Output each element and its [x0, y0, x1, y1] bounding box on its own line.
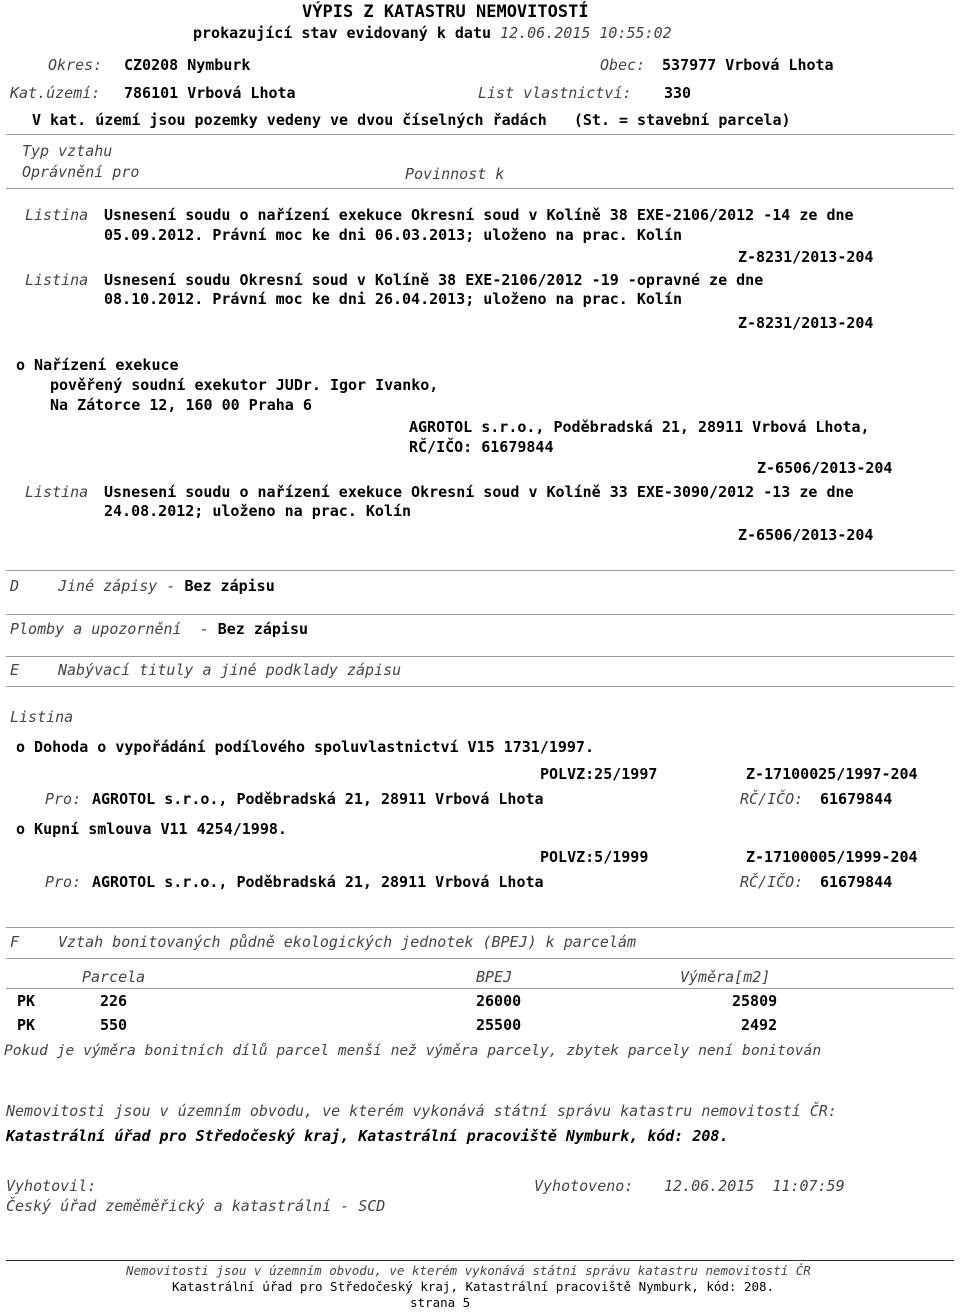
vyhotoveno-label: Vyhotoveno: [534, 1177, 634, 1195]
obec-value: 537977 Vrbová Lhota [662, 56, 834, 74]
section-d-title: Jiné zápisy - Bez zápisu [58, 577, 275, 595]
listina-text: 24.08.2012; uloženo na prac. Kolín [104, 502, 412, 520]
lv-value: 330 [664, 84, 692, 102]
section-d-letter: D [10, 577, 20, 595]
zref: Z-17100025/1997-204 [746, 765, 918, 783]
bpej-row-type: PK [17, 1016, 36, 1034]
document-subtitle: prokazující stav evidovaný k datu 12.06.2015 10:55:02 [193, 24, 672, 42]
listina-text: Usnesení soudu Okresní soud v Kolíně 38 EXE-2106/2012 -19 -opravné ze dne [104, 271, 764, 289]
bpej-note: Pokud je výměra bonitních dílů parcel menší než výměra parcely, zbytek parcely není bonitován [4, 1042, 822, 1059]
section-f-title: Vztah bonitovaných půdně ekologických jednotek (BPEJ) k parcelám [58, 933, 636, 951]
col-typ-vztahu: Typ vztahu [22, 142, 113, 160]
listina-text: Usnesení soudu o nařízení exekuce Okresní soud v Kolíně 38 EXE-2106/2012 -14 ze dne [104, 206, 854, 224]
bpej-row-type: PK [17, 992, 36, 1010]
divider [6, 614, 954, 615]
title-doc: o Kupní smlouva V11 4254/1998. [16, 820, 287, 838]
extract-date: 12.06.2015 10:55:02 [500, 24, 672, 42]
bpej-row-parcela: 550 [100, 1016, 128, 1034]
listina-label: Listina [25, 483, 89, 501]
bpej-header-vymera: Výměra[m2] [680, 968, 771, 986]
section-e-title: Nabývací tituly a jiné podklady zápisu [58, 661, 402, 679]
footer-divider [6, 1260, 954, 1261]
listina-label: Listina [25, 271, 89, 289]
pro-value: AGROTOL s.r.o., Poděbradská 21, 28911 Vrbová Lhota [92, 790, 544, 808]
polvz: POLVZ:5/1999 [540, 848, 649, 866]
listina-text: Usnesení soudu o nařízení exekuce Okresní soud v Kolíně 33 EXE-3090/2012 -13 ze dne [104, 483, 854, 501]
parcel-series-note: V kat. území jsou pozemky vedeny ve dvou číselných řadách (St. = stavební parcela) [32, 111, 791, 129]
listina-ref: Z-8231/2013-204 [738, 248, 874, 266]
pro-label: Pro: [45, 790, 82, 808]
rcico-value: 61679844 [820, 873, 893, 891]
divider [6, 686, 954, 687]
section-e-listina-label: Listina [10, 708, 74, 726]
polvz: POLVZ:25/1997 [540, 765, 658, 783]
okres-value: CZ0208 Nymburk [124, 56, 251, 74]
section-e-letter: E [10, 661, 20, 679]
bpej-row-parcela: 226 [100, 992, 128, 1010]
footer-line: Nemovitosti jsou v územním obvodu, ve kterém vykonává státní správu katastru nemovitostí ČR [126, 1263, 811, 1278]
divider [6, 570, 954, 571]
lv-label: List vlastnictví: [478, 84, 632, 102]
pro-value: AGROTOL s.r.o., Poděbradská 21, 28911 Vrbová Lhota [92, 873, 544, 891]
bpej-header-parcela: Parcela [82, 968, 146, 986]
office-name: Katastrální úřad pro Středočeský kraj, Katastrální pracoviště Nymburk, kód: 208. [6, 1127, 729, 1145]
bpej-row-vymera: 2492 [741, 1016, 778, 1034]
office-line: Nemovitosti jsou v územním obvodu, ve kterém vykonává státní správu katastru nemovitostí ČR: [6, 1102, 837, 1120]
divider [6, 988, 954, 989]
okres-label: Okres: [48, 56, 103, 74]
rcico-label: RČ/IČO: [740, 873, 804, 891]
listina-ref: Z-8231/2013-204 [738, 314, 874, 332]
vyhotoveno-value: 12.06.2015 11:07:59 [664, 1177, 845, 1195]
narizeni-ref: Z-6506/2013-204 [757, 459, 893, 477]
divider [6, 134, 954, 135]
rcico-label: RČ/IČO: [740, 790, 804, 808]
listina-text: 05.09.2012. Právní moc ke dni 06.03.2013; uloženo na prac. Kolín [104, 226, 682, 244]
obec-label: Obec: [600, 56, 646, 74]
narizeni-rcico: RČ/IČO: 61679844 [409, 438, 554, 456]
listina-label: Listina [25, 206, 89, 224]
narizeni-party: AGROTOL s.r.o., Poděbradská 21, 28911 Vrbová Lhota, [409, 418, 870, 436]
narizeni-line: Na Zátorce 12, 160 00 Praha 6 [50, 396, 312, 414]
vyhotovil-value: Český úřad zeměměřický a katastrální - SCD [6, 1197, 386, 1215]
footer-line: Katastrální úřad pro Středočeský kraj, Katastrální pracoviště Nymburk, kód: 208. [172, 1279, 775, 1294]
bpej-row-bpej: 26000 [476, 992, 522, 1010]
listina-text: 08.10.2012. Právní moc ke dni 26.04.2013; uloženo na prac. Kolín [104, 290, 682, 308]
divider [6, 927, 954, 928]
divider [6, 188, 954, 189]
section-f-letter: F [10, 933, 20, 951]
bpej-header-bpej: BPEJ [476, 968, 513, 986]
divider [6, 656, 954, 657]
narizeni-title: o Nařízení exekuce [16, 356, 179, 374]
zref: Z-17100005/1999-204 [746, 848, 918, 866]
plomby-title: Plomby a upozornění - Bez zápisu [10, 620, 309, 638]
listina-ref: Z-6506/2013-204 [738, 526, 874, 544]
katuzemi-value: 786101 Vrbová Lhota [124, 84, 296, 102]
katuzemi-label: Kat.území: [10, 84, 101, 102]
narizeni-line: pověřený soudní exekutor JUDr. Igor Ivanko, [50, 376, 439, 394]
bpej-row-bpej: 25500 [476, 1016, 522, 1034]
rcico-value: 61679844 [820, 790, 893, 808]
bpej-row-vymera: 25809 [732, 992, 778, 1010]
document-title: VÝPIS Z KATASTRU NEMOVITOSTÍ [302, 2, 589, 22]
page-number: strana 5 [410, 1295, 471, 1310]
pro-label: Pro: [45, 873, 82, 891]
vyhotovil-label: Vyhotovil: [6, 1177, 97, 1195]
col-opravneni-pro: Oprávnění pro [22, 163, 140, 181]
col-povinnost-k: Povinnost k [405, 165, 505, 183]
divider [6, 958, 954, 959]
title-doc: o Dohoda o vypořádání podílového spoluvlastnictví V15 1731/1997. [16, 738, 594, 756]
